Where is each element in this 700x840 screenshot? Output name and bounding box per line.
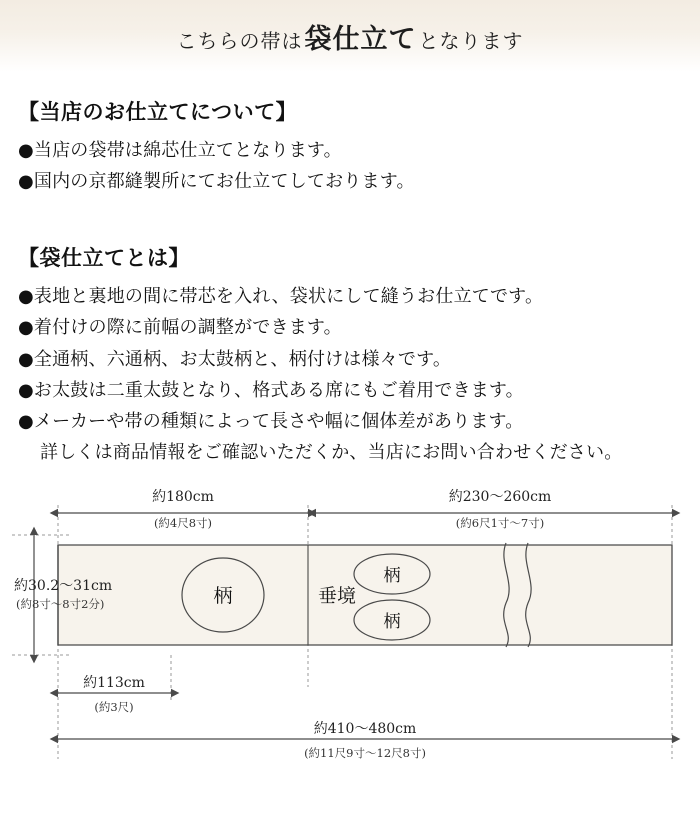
obi-dimension-diagram [0,477,700,777]
divider-label: 垂境 [318,585,357,608]
bullet-item: ●メーカーや帯の種類によって長さや幅に個体差があります。 [18,410,524,432]
section-heading-shop-tailoring: 【当店のお仕立てについて】 [18,99,298,124]
bullet-subnote: 詳しくは商品情報をご確認いただくか、当店にお問い合わせください。 [40,442,623,464]
pattern-label-large: 柄 [213,585,233,608]
bullet-item: ●当店の袋帯は綿芯仕立てとなります。 [18,140,342,161]
page-title-emphasis: 袋仕立て [304,23,417,55]
page-title [177,17,524,56]
dim-bottom-left-sub: (約3尺) [94,700,134,715]
spacer [18,198,682,232]
dim-bottom-total-value: 約410〜480cm [313,721,417,738]
bullet-item: ●着付けの際に前幅の調整ができます。 [18,317,342,339]
content-area [0,72,700,467]
bullet-item: ●全通柄、六通柄、お太鼓柄と、柄付けは様々です。 [18,348,452,370]
section-heading-fukuro-shitate: 【袋仕立てとは】 [18,245,190,271]
dim-left-sub: (約8寸〜8寸2分) [16,597,105,612]
dim-top-left-value: 約180cm [152,489,214,506]
dim-bottom-left-value: 約113cm [83,675,145,692]
dim-left-value: 約30.2〜31cm [14,578,113,595]
pattern-label-upper: 柄 [383,566,401,587]
page-title-prefix: こちらの帯は [176,28,303,53]
dim-top-right-sub: (約6尺1寸〜7寸) [455,516,545,531]
dim-top-left-sub: (約4尺8寸) [153,516,213,531]
dim-top-right-value: 約230〜260cm [448,489,552,506]
dim-bottom-total-sub: (約11尺9寸〜12尺8寸) [304,746,426,761]
page-header [0,0,700,72]
page-title-suffix: となります [418,28,524,53]
bullet-item: ●表地と裏地の間に帯芯を入れ、袋状にして縫うお仕立てです。 [18,286,544,308]
diagram-svg [0,477,700,777]
bullet-item: ●お太鼓は二重太鼓となり、格式ある席にもご着用できます。 [18,379,524,401]
bullet-item: ●国内の京都縫製所にてお仕立てしております。 [18,171,415,193]
pattern-label-lower: 柄 [383,612,401,633]
